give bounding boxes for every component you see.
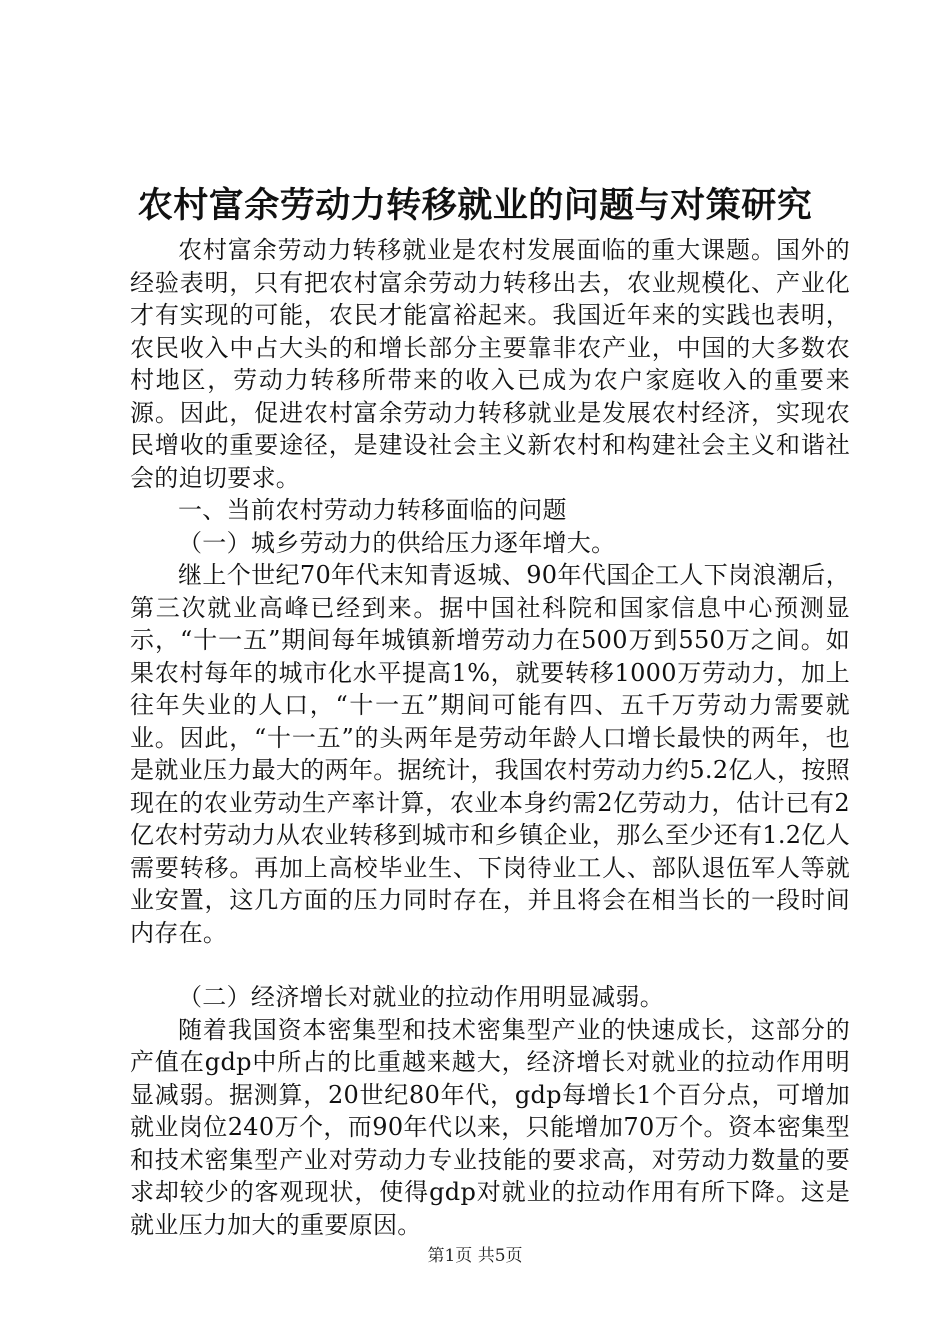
- paragraph-spacer: [130, 949, 850, 981]
- document-body: [130, 234, 850, 1241]
- page-footer: 第1页 共5页: [427, 1246, 523, 1266]
- intro-paragraph: 农村富余劳动力转移就业是农村发展面临的重大课题。国外的经验表明，只有把农村富余劳动力转移出去，农业规模化、产业化才有实现的可能，农民才能富裕起来。我国近年来的实践也表明，农民收入中占大头的和增长部分主要靠非农产业，中国的大多数农村地区，劳动力转移所带来的收入已成为农户家庭收入的重要来源。因此，促进农村富余劳动力转移就业是发展农村经济，实现农民增收的重要途径，是建设社会主义新农村和构建社会主义和谐社会的迫切要求。: [130, 236, 850, 492]
- subsection-heading-2: （二）经济增长对就业的拉动作用明显减弱。: [178, 983, 664, 1011]
- subsection-paragraph-1: 继上个世纪70年代末知青返城、90年代国企工人下岗浪潮后，第三次就业高峰已经到来。据中国社科院和国家信息中心预测显示，“十一五”期间每年城镇新增劳动力在500万到550万之间。如果农村每年的城市化水平提高1%，就要转移1000万劳动力，加上往年失业的人口，“十一五”期间可能有四、五千万劳动力需要就业。因此，“十一五”的头两年是劳动年龄人口增长最快的两年，也是就业压力最大的两年。据统计，我国农村劳动力约5.2亿人，按照现在的农业劳动生产率计算，农业本身约需2亿劳动力，估计已有2亿农村劳动力从农业转移到城市和乡镇企业，那么至少还有1.2亿人需要转移。再加上高校毕业生、下岗待业工人、部队退伍军人等就业安置，这几方面的压力同时存在，并且将会在相当长的一段时间内存在。: [130, 561, 850, 947]
- subsection-paragraph-2: 随着我国资本密集型和技术密集型产业的快速成长，这部分的产值在gdp中所占的比重越来越大，经济增长对就业的拉动作用明显减弱。据测算，20世纪80年代，gdp每增长1个百分点，可增加就业岗位240万个，而90年代以来，只能增加70万个。资本密集型和技术密集型产业对劳动力专业技能的要求高，对劳动力数量的要求却较少的客观现状，使得gdp对就业的拉动作用有所下降。这是就业压力加大的重要原因。: [130, 1015, 850, 1239]
- document-title: 农村富余劳动力转移就业的问题与对策研究: [137, 185, 813, 226]
- subsection-heading-1: （一）城乡劳动力的供给压力逐年增大。: [178, 528, 616, 557]
- section-heading-1: 一、当前农村劳动力转移面临的问题: [178, 496, 567, 524]
